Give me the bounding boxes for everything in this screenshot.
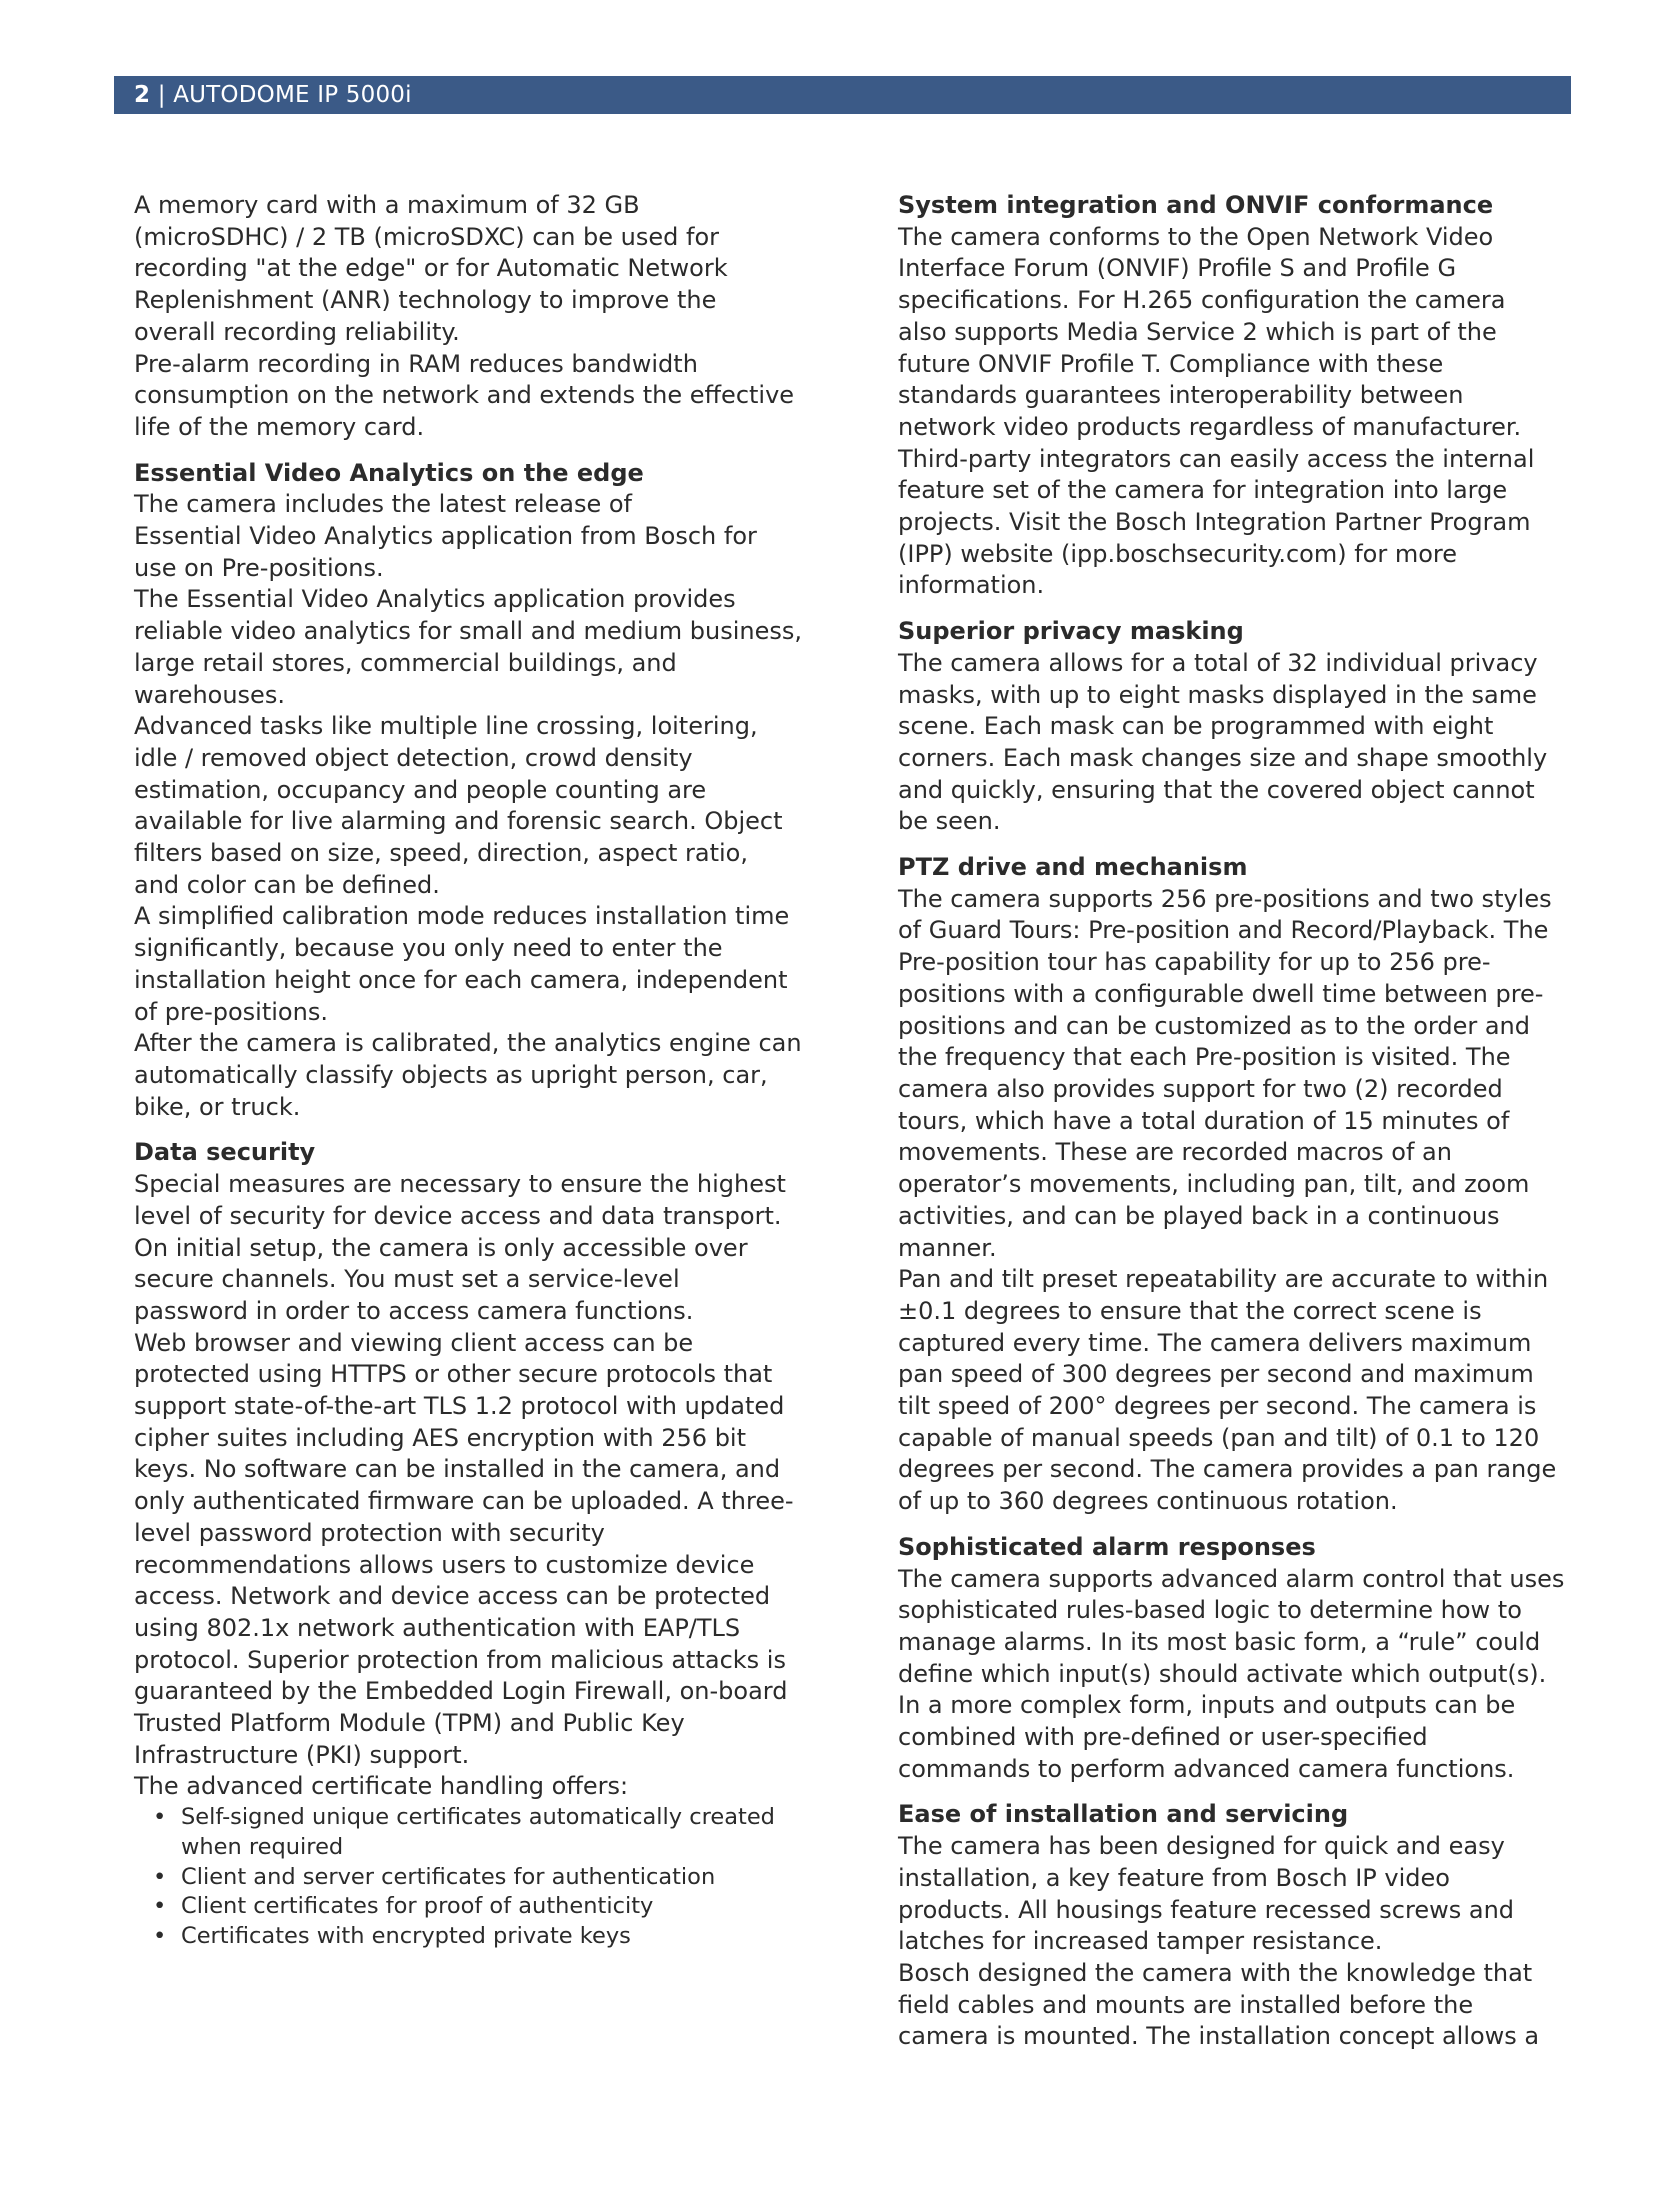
text-line: Bosch designed the camera with the knowledge that xyxy=(898,1958,1533,1987)
section-heading: Ease of installation and servicing xyxy=(898,1800,1349,1829)
text-line: and quickly, ensuring that the covered object cannot xyxy=(898,775,1535,804)
text-line: positions and can be customized as to the order and xyxy=(898,1011,1530,1040)
page-header-bar xyxy=(114,76,1571,114)
list-item xyxy=(134,1803,814,1862)
text-line: The Essential Video Analytics application provides xyxy=(134,585,736,614)
text-line: keys. No software can be installed in the camera, and xyxy=(134,1455,781,1484)
text-line: commands to perform advanced camera functions. xyxy=(898,1754,1515,1783)
text-line: standards guarantees interoperability between xyxy=(898,381,1464,410)
header-separator: | xyxy=(150,82,174,108)
text-line: installation height once for each camera, independent xyxy=(134,965,788,994)
text-line: Advanced tasks like multiple line crossing, loitering, xyxy=(134,712,758,741)
text-line: estimation, occupancy and people counting are xyxy=(134,775,707,804)
text-line: large retail stores, commercial buildings, and xyxy=(134,648,677,677)
text-line: The camera supports advanced alarm control that uses xyxy=(898,1564,1565,1593)
text-line: combined with pre-defined or user-specified xyxy=(898,1723,1428,1752)
privacy-masking-section xyxy=(898,616,1578,838)
text-line: degrees per second. The camera provides a pan range xyxy=(898,1455,1557,1484)
text-line: idle / removed object detection, crowd density xyxy=(134,743,693,772)
text-line: using 802.1x network authentication with EAP/TLS xyxy=(134,1613,741,1642)
text-line: The advanced certificate handling offers: xyxy=(134,1772,629,1801)
page-number: 2 xyxy=(134,82,151,108)
text-line: recommendations allows users to customize device xyxy=(134,1550,755,1579)
text-line: The camera conforms to the Open Network Video xyxy=(898,222,1494,251)
text-line: Pre-position tour has capability for up to 256 pre- xyxy=(898,948,1491,977)
text-line: A simplified calibration mode reduces installation time xyxy=(134,902,790,931)
text-line: only authenticated firmware can be uploaded. A three- xyxy=(134,1487,794,1516)
onvif-section xyxy=(898,190,1578,602)
text-line: activities, and can be played back in a continuous xyxy=(898,1201,1500,1230)
intro-section xyxy=(134,190,814,444)
text-line: scene. Each mask can be programmed with eight xyxy=(898,712,1494,741)
left-column xyxy=(134,190,814,1952)
text-line: of Guard Tours: Pre-position and Record/Playback. The xyxy=(898,916,1549,945)
bullet-icon: • xyxy=(153,1863,167,1890)
text-line: capable of manual speeds (pan and tilt) of 0.1 to 120 xyxy=(898,1423,1540,1452)
right-column xyxy=(898,190,1578,2053)
text-line: life of the memory card. xyxy=(134,412,425,441)
text-line: information. xyxy=(898,571,1045,600)
list-item xyxy=(134,1863,814,1893)
text-line: In a more complex form, inputs and outputs can be xyxy=(898,1691,1516,1720)
text-line: field cables and mounts are installed before the xyxy=(898,1990,1474,2019)
text-line: filters based on size, speed, direction, aspect ratio, xyxy=(134,839,748,868)
text-line: latches for increased tamper resistance. xyxy=(898,1927,1383,1956)
text-line: The camera has been designed for quick and easy xyxy=(898,1832,1505,1861)
text-line: Infrastructure (PKI) support. xyxy=(134,1740,470,1769)
text-line: products. All housings feature recessed screws and xyxy=(898,1895,1515,1924)
section-heading: PTZ drive and mechanism xyxy=(898,853,1248,882)
text-line: Web browser and viewing client access can be xyxy=(134,1328,694,1357)
text-line: captured every time. The camera delivers maximum xyxy=(898,1328,1532,1357)
text-line: level of security for device access and data transport. xyxy=(134,1201,782,1230)
text-line: warehouses. xyxy=(134,680,285,709)
text-line: feature set of the camera for integration into large xyxy=(898,476,1508,505)
section-heading: Essential Video Analytics on the edge xyxy=(134,458,644,487)
text-line: sophisticated rules-based logic to determine how to xyxy=(898,1596,1522,1625)
text-line: Third-party integrators can easily access the internal xyxy=(898,444,1535,473)
text-line: Special measures are necessary to ensure the highest xyxy=(134,1170,786,1199)
text-line: of pre-positions. xyxy=(134,997,328,1026)
text-line: network video products regardless of manufacturer. xyxy=(898,412,1522,441)
text-line: movements. These are recorded macros of an xyxy=(898,1138,1452,1167)
document-title: AUTODOME IP 5000i xyxy=(173,82,412,108)
text-line: and color can be defined. xyxy=(134,870,440,899)
text-line: pan speed of 300 degrees per second and maximum xyxy=(898,1360,1534,1389)
text-line: bike, or truck. xyxy=(134,1092,301,1121)
text-line: the frequency that each Pre-position is visited. The xyxy=(898,1043,1511,1072)
bullet-icon: • xyxy=(153,1922,167,1949)
eva-section xyxy=(134,458,814,1124)
bullet-icon: • xyxy=(153,1804,167,1831)
bullet-icon: • xyxy=(153,1893,167,1920)
list-item xyxy=(134,1922,814,1952)
text-line: Pan and tilt preset repeatability are accurate to within xyxy=(898,1265,1549,1294)
text-line: access. Network and device access can be protected xyxy=(134,1582,771,1611)
text-line: operator’s movements, including pan, tilt, and zoom xyxy=(898,1170,1530,1199)
section-heading: System integration and ONVIF conformance xyxy=(898,191,1494,219)
text-line: secure channels. You must set a service-level xyxy=(134,1265,680,1294)
text-line: specifications. For H.265 configuration the camera xyxy=(898,286,1506,315)
list-item-text: Self-signed unique certificates automatically created xyxy=(181,1804,775,1831)
text-line: The camera includes the latest release of xyxy=(134,490,632,519)
text-line: Replenishment (ANR) technology to improve the xyxy=(134,286,717,315)
data-security-section xyxy=(134,1137,814,1951)
text-line: recording "at the edge" or for Automatic Network xyxy=(134,254,728,283)
text-line: masks, with up to eight masks displayed in the same xyxy=(898,680,1537,709)
text-line: (IPP) website (ipp.boschsecurity.com) for more xyxy=(898,539,1458,568)
text-line: After the camera is calibrated, the analytics engine can xyxy=(134,1029,802,1058)
text-line: reliable video analytics for small and medium business, xyxy=(134,617,802,646)
text-line: Essential Video Analytics application from Bosch for xyxy=(134,522,757,551)
list-item-text: Client certificates for proof of authenticity xyxy=(181,1893,654,1920)
list-item xyxy=(134,1892,814,1922)
text-line: future ONVIF Profile T. Compliance with these xyxy=(898,349,1444,378)
text-line: On initial setup, the camera is only accessible over xyxy=(134,1233,748,1262)
installation-section xyxy=(898,1799,1578,2053)
text-line: use on Pre-positions. xyxy=(134,553,384,582)
text-line: consumption on the network and extends the effective xyxy=(134,381,795,410)
section-heading: Sophisticated alarm responses xyxy=(898,1532,1316,1561)
text-line: manner. xyxy=(898,1233,997,1262)
text-line: Interface Forum (ONVIF) Profile S and Profile G xyxy=(898,254,1457,283)
text-line: corners. Each mask changes size and shape smoothly xyxy=(898,743,1548,772)
text-line: cipher suites including AES encryption with 256 bit xyxy=(134,1423,747,1452)
text-line: also supports Media Service 2 which is part of the xyxy=(898,317,1497,346)
text-line: overall recording reliability. xyxy=(134,317,460,346)
text-line: ±0.1 degrees to ensure that the correct scene is xyxy=(898,1296,1482,1325)
text-line: tilt speed of 200° degrees per second. The camera is xyxy=(898,1392,1537,1421)
text-line: define which input(s) should activate which output(s). xyxy=(898,1659,1547,1688)
text-line: significantly, because you only need to enter the xyxy=(134,934,723,963)
text-line: The camera allows for a total of 32 individual privacy xyxy=(898,648,1538,677)
certificate-list xyxy=(134,1803,814,1952)
text-line: protocol. Superior protection from malicious attacks is xyxy=(134,1645,786,1674)
section-heading: Data security xyxy=(134,1138,316,1167)
text-line: Pre-alarm recording in RAM reduces bandwidth xyxy=(134,349,698,378)
text-line: level password protection with security xyxy=(134,1518,605,1547)
text-line: (microSDHC) / 2 TB (microSDXC) can be used for xyxy=(134,222,720,251)
text-line: be seen. xyxy=(898,807,1001,836)
text-line: protected using HTTPS or other secure protocols that xyxy=(134,1360,773,1389)
text-line: tours, which have a total duration of 15 minutes of xyxy=(898,1106,1510,1135)
text-line: The camera supports 256 pre-positions and two styles xyxy=(898,884,1552,913)
ptz-section xyxy=(898,852,1578,1518)
text-line: camera also provides support for two (2) recorded xyxy=(898,1074,1503,1103)
text-line: password in order to access camera functions. xyxy=(134,1296,694,1325)
text-line: projects. Visit the Bosch Integration Partner Program xyxy=(898,508,1531,537)
text-line: Trusted Platform Module (TPM) and Public Key xyxy=(134,1709,685,1738)
text-line: camera is mounted. The installation concept allows a xyxy=(898,2022,1540,2051)
text-line: guaranteed by the Embedded Login Firewall, on-board xyxy=(134,1677,788,1706)
section-heading: Superior privacy masking xyxy=(898,617,1244,646)
text-line: installation, a key feature from Bosch IP video xyxy=(898,1863,1450,1892)
text-line: A memory card with a maximum of 32 GB xyxy=(134,191,640,219)
text-line: support state-of-the-art TLS 1.2 protocol with updated xyxy=(134,1392,785,1421)
text-line: available for live alarming and forensic search. Object xyxy=(134,807,783,836)
text-line: automatically classify objects as upright person, car, xyxy=(134,1060,768,1089)
text-line: positions with a configurable dwell time between pre- xyxy=(898,979,1544,1008)
text-line: manage alarms. In its most basic form, a “rule” could xyxy=(898,1627,1541,1656)
list-item-text: Client and server certificates for authentication xyxy=(181,1863,716,1890)
text-line: of up to 360 degrees continuous rotation. xyxy=(898,1487,1398,1516)
alarm-responses-section xyxy=(898,1532,1578,1786)
list-item-text: when required xyxy=(181,1833,344,1860)
list-item-text: Certificates with encrypted private keys xyxy=(181,1922,631,1949)
